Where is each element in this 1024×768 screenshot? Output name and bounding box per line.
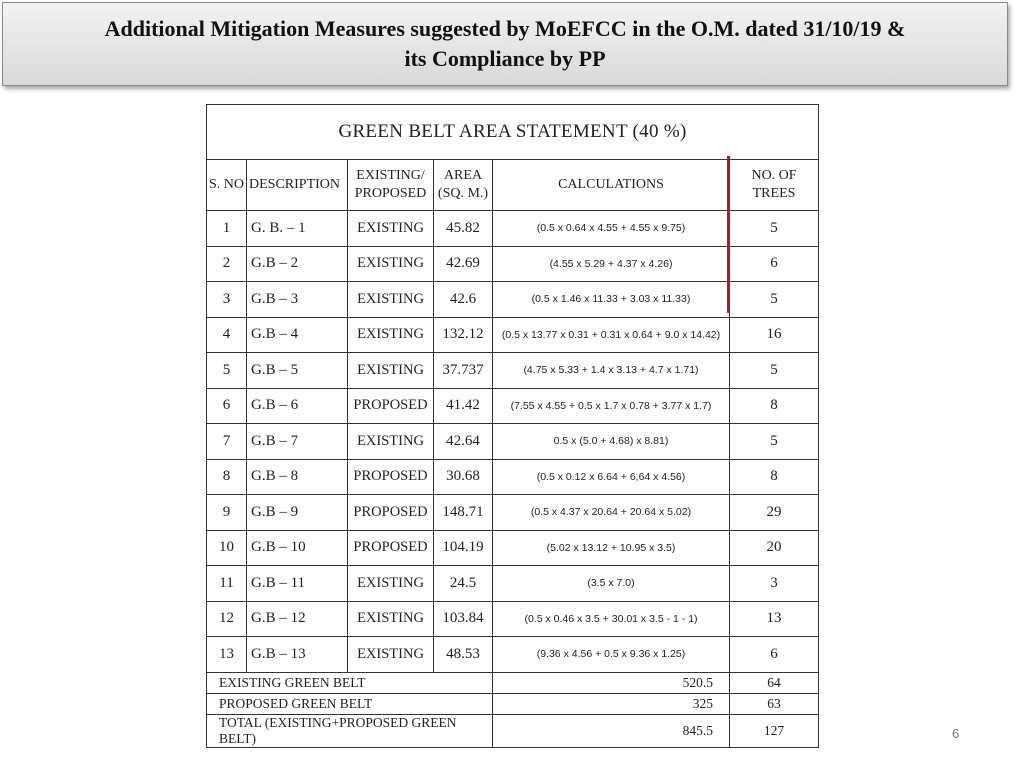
cell-trees: 5 [730, 424, 819, 460]
green-belt-table-image [206, 104, 818, 748]
table-row [207, 530, 819, 566]
cell-description: G.B – 8 [247, 459, 348, 495]
cell-trees: 3 [730, 566, 819, 602]
header-status-line2: PROPOSED [354, 186, 427, 201]
cell-description: G.B – 11 [247, 566, 348, 602]
cell-status: PROPOSED [348, 495, 434, 531]
header-description: DESCRIPTION [247, 160, 348, 211]
cell-area: 45.82 [434, 211, 493, 247]
cell-status: EXISTING [348, 601, 434, 637]
table-row [207, 601, 819, 637]
cell-status: EXISTING [348, 282, 434, 318]
total-label: PROPOSED GREEN BELT [207, 693, 493, 714]
cell-trees: 29 [730, 495, 819, 531]
table-row [207, 353, 819, 389]
cell-area: 42.64 [434, 424, 493, 460]
cell-sno: 13 [207, 637, 247, 673]
cell-description: G.B – 2 [247, 246, 348, 282]
header-area-line2: (SQ. M.) [437, 186, 489, 201]
cell-description: G. B. – 1 [247, 211, 348, 247]
cell-area: 104.19 [434, 530, 493, 566]
page-number: 6 [952, 726, 960, 741]
table-title: GREEN BELT AREA STATEMENT (40 %) [207, 105, 819, 160]
total-area: 520.5 [493, 672, 730, 693]
red-highlight-line [727, 156, 730, 313]
cell-status: EXISTING [348, 317, 434, 353]
cell-description: G.B – 6 [247, 388, 348, 424]
total-trees: 63 [730, 693, 819, 714]
cell-calculation: (5.02 x 13.12 + 10.95 x 3.5) [493, 530, 730, 566]
cell-sno: 8 [207, 459, 247, 495]
cell-calculation: (0.5 x 0.46 x 3.5 + 30.01 x 3.5 - 1 - 1) [493, 601, 730, 637]
cell-area: 42.6 [434, 282, 493, 318]
header-status-line1: EXISTING/ [356, 168, 425, 183]
cell-trees: 16 [730, 317, 819, 353]
cell-status: EXISTING [348, 424, 434, 460]
total-row [207, 693, 819, 714]
cell-calculation: (0.5 x 0.12 x 6.64 + 6,64 x 4.56) [493, 459, 730, 495]
cell-status: PROPOSED [348, 459, 434, 495]
total-area: 325 [493, 693, 730, 714]
cell-status: PROPOSED [348, 388, 434, 424]
slide-title-line-2: its Compliance by PP [404, 46, 606, 71]
cell-calculation: (3.5 x 7.0) [493, 566, 730, 602]
cell-area: 24.5 [434, 566, 493, 602]
table-row [207, 424, 819, 460]
cell-sno: 12 [207, 601, 247, 637]
cell-calculation: (0.5 x 1.46 x 11.33 + 3.03 x 11.33) [493, 282, 730, 318]
cell-calculation: (9.36 x 4.56 + 0.5 x 9.36 x 1.25) [493, 637, 730, 673]
header-trees-line1: NO. OF [751, 168, 797, 183]
total-trees: 64 [730, 672, 819, 693]
cell-calculation: (7.55 x 4.55 + 0.5 x 1.7 x 0.78 + 3.77 x 1.7) [493, 388, 730, 424]
cell-sno: 1 [207, 211, 247, 247]
cell-calculation: (0.5 x 13.77 x 0.31 + 0.31 x 0.64 + 9.0 x 14.42) [493, 317, 730, 353]
header-status [348, 160, 434, 211]
cell-area: 103.84 [434, 601, 493, 637]
total-label: TOTAL (EXISTING+PROPOSED GREEN BELT) [207, 714, 493, 747]
cell-trees: 6 [730, 246, 819, 282]
cell-description: G.B – 5 [247, 353, 348, 389]
cell-calculation: (0.5 x 0.64 x 4.55 + 4.55 x 9.75) [493, 211, 730, 247]
cell-trees: 5 [730, 211, 819, 247]
cell-sno: 9 [207, 495, 247, 531]
cell-status: EXISTING [348, 246, 434, 282]
header-trees [730, 160, 819, 211]
total-label: EXISTING GREEN BELT [207, 672, 493, 693]
table-row [207, 495, 819, 531]
header-calculations: CALCULATIONS [493, 160, 730, 211]
cell-description: G.B – 4 [247, 317, 348, 353]
cell-status: EXISTING [348, 566, 434, 602]
cell-description: G.B – 3 [247, 282, 348, 318]
cell-sno: 6 [207, 388, 247, 424]
cell-trees: 13 [730, 601, 819, 637]
slide-title-line-1: Additional Mitigation Measures suggested by MoEFCC in the O.M. dated 31/10/19 & [104, 16, 906, 41]
cell-calculation: 0.5 x (5.0 + 4.68) x 8.81) [493, 424, 730, 460]
cell-sno: 3 [207, 282, 247, 318]
cell-area: 42.69 [434, 246, 493, 282]
total-area: 845.5 [493, 714, 730, 747]
cell-sno: 7 [207, 424, 247, 460]
cell-sno: 11 [207, 566, 247, 602]
header-sno: S. NO [207, 160, 247, 211]
cell-sno: 4 [207, 317, 247, 353]
cell-sno: 2 [207, 246, 247, 282]
cell-area: 148.71 [434, 495, 493, 531]
cell-description: G.B – 10 [247, 530, 348, 566]
cell-area: 37.737 [434, 353, 493, 389]
cell-status: EXISTING [348, 637, 434, 673]
header-area-line1: AREA [443, 168, 483, 183]
total-row [207, 672, 819, 693]
cell-calculation: (0.5 x 4.37 x 20.64 + 20.64 x 5.02) [493, 495, 730, 531]
cell-area: 30.68 [434, 459, 493, 495]
header-trees-line2: TREES [752, 186, 796, 201]
cell-status: EXISTING [348, 211, 434, 247]
cell-trees: 5 [730, 282, 819, 318]
cell-trees: 8 [730, 459, 819, 495]
cell-description: G.B – 12 [247, 601, 348, 637]
cell-description: G.B – 13 [247, 637, 348, 673]
table-row [207, 388, 819, 424]
cell-trees: 20 [730, 530, 819, 566]
cell-status: EXISTING [348, 353, 434, 389]
slide-title-bar [2, 2, 1008, 86]
cell-sno: 5 [207, 353, 247, 389]
cell-calculation: (4.75 x 5.33 + 1.4 x 3.13 + 4.7 x 1.71) [493, 353, 730, 389]
total-row [207, 714, 819, 747]
cell-trees: 8 [730, 388, 819, 424]
table-row [207, 459, 819, 495]
cell-trees: 6 [730, 637, 819, 673]
header-area [434, 160, 493, 211]
table-row [207, 317, 819, 353]
total-trees: 127 [730, 714, 819, 747]
cell-description: G.B – 7 [247, 424, 348, 460]
table-row [207, 637, 819, 673]
cell-sno: 10 [207, 530, 247, 566]
cell-area: 48.53 [434, 637, 493, 673]
cell-trees: 5 [730, 353, 819, 389]
cell-status: PROPOSED [348, 530, 434, 566]
cell-calculation: (4.55 x 5.29 + 4.37 x 4.26) [493, 246, 730, 282]
cell-area: 41.42 [434, 388, 493, 424]
cell-area: 132.12 [434, 317, 493, 353]
cell-description: G.B – 9 [247, 495, 348, 531]
table-row [207, 566, 819, 602]
